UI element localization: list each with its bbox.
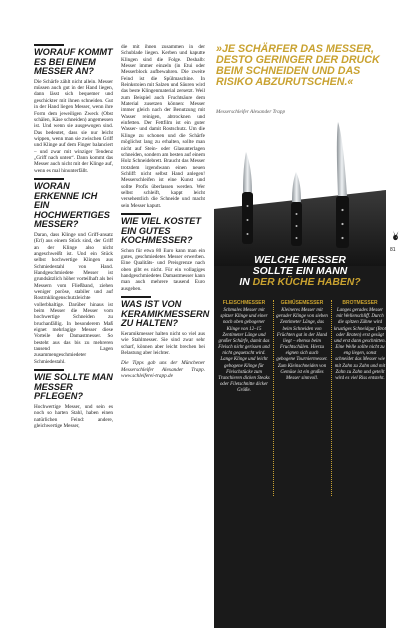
answer-paragraph: Hochwertige Messer, und sein es noch so harten Stahl, haben einen natürlichen Feind: andere, gleichwertige Messer,: [34, 403, 113, 429]
quote-author: Messerschleifer Alexander Trapp: [216, 109, 286, 115]
knife-type-heading: BROTMESSER: [342, 300, 378, 306]
knife-slicer-image: [336, 122, 349, 248]
answer-paragraph: die mit ihnen zusammen in der Schublade liegen. Kerben und kaputte Klingen sind die Folge. Deshalb: Messer immer einzeln (in Etui oder Messerblock aufbewahren. Die zweite Feind ist die Spülmaschine. In Reinkstoien mit Salzen und Säuren wird das beste Klingenmaterial zersetzt. Weil zum Beispiel auch Fruchtsäure dem Material zusetzen können: Messer immer gleich nach der Benutzung mit Wasser reinigen, abtrocknen und einfetten. Der Fettfilm ist ein guter Wasser- und damit Rostschutz. Um die Klinge zu schonen und die Schärfe möglichst lang zu erhalten, sollte man nicht auf Stein- oder Glasunterlagen schneiden, sondern am besten auf einem Holz Schneidebrett. Braucht das Messer trotzdem irgendwann einen neuen Schliff: nicht selbst Hand anlegen! Messerschleifen ist eine Kunst und sollte Profis überlassen werden. Wer selbst schleift, kappt leicht versehentlich die Schneide und macht sein Messer kaputt.: [121, 44, 205, 209]
knife-info-panel: [214, 228, 386, 628]
answer-paragraph: Schon für etwa 80 Euro kann man ein gutes, geschmiedetes Messer erwerben. Eine Qualitäts- und Preisgrenze nach oben gibt es nicht. Für ein vollagiges handgeschmiedetes Damastmesser kann man auch mehrere tausend Euro ausgeben.: [121, 247, 205, 292]
question-heading: WIE SOLLTE MAN MESSER PFLEGEN?: [34, 369, 113, 402]
source-credit: Die Tipps gab uns der Münchener Messerschleifer Alexander Trapp. www.schleiferei-trapp.de: [121, 360, 205, 379]
text-column-1: [34, 44, 113, 433]
knives-photo: [214, 114, 386, 266]
knife-type-text: Kleineres Messer mit gerader Klinge von sieben Zentimeter Länge, das beim Schneiden von Früchten gut in der Hand liegt – ebenso beim Fruchtschälen. Hierzu eignen sich auch gebogene Tourniermesser. Zum Kleinschneiden von Gemüse ist ein großes Messer sinnvoll.: [276, 308, 328, 381]
question-heading: WAS IST VON KERAMIKMESSERN ZU HALTEN?: [121, 296, 205, 329]
knife-paring-image: [291, 172, 302, 246]
question-heading: WORAN ERKENNE ICH EIN HOCHWERTIGES MESSER?: [34, 178, 113, 230]
answer-paragraph: Keramikmesser halten nicht so viel aus wie Stahlmesser. Sie sind zwar sehr scharf, können aber leicht brechen bei Belastung aber leichter.: [121, 330, 205, 356]
knife-type-text: Schmales Messer mit spitzer Klinge und einer nach oben gebogener Klinge von 12–15 Zentimeter Länge und großer Schärfe, damit das Fleisch nicht gerissen und nicht gequetscht wird. Lange Klinge und leicht gebogene Klinge für Fleischstücke zum Tranchieren dicken Steaks oder Filetschnitte dicker Größe.: [218, 308, 270, 394]
text-column-2: [121, 44, 210, 385]
column-divider: [273, 300, 274, 496]
page-number: 81: [390, 247, 396, 253]
knife-type-brotmesser: [334, 300, 386, 382]
column-divider: [331, 300, 332, 496]
answer-paragraph: Daran, dass Klinge und Griff-ansatz (Erl) aus einem Stück sind, der Griff an der Klinge also nicht angeschweißt ist. Und ein Stück selbst hochwertige Klingen aus Schmiedestahl von Hand. Handgeschmiedete Messer ist grundsätzlich höher vorteilhaft als bei Messern vom Fließband, ziehen weniger poröse, stabiler und auf Rostrnklingenschutzleichte vollerbhaltige. Darüber hinaus ist beim Messer die Messer vom hochwertige Schneiden zu bruchanfällig. In besonderem Maß eignet mehrlagige Messer diese Vorteile der Damastmesser. So besteht aus das bis zu mehreren tausend Lagen zusammengeschmiedeter Schmiedestahl.: [34, 231, 113, 365]
title-line-accent: DER KÜCHE HABEN?: [252, 277, 361, 288]
knife-type-heading: GEMÜSEMESSER: [280, 300, 324, 306]
knife-type-heading: FLEISCHMESSER: [222, 300, 266, 306]
knife-panel-title: [214, 255, 386, 288]
playboy-bunny-icon: [391, 230, 400, 243]
title-line: SOLLTE EIN MANN: [252, 266, 348, 277]
knife-type-text: Langes gerades Messer mit Wellenschliff. Durch die spitzen Zähne wird krustiges Schneidgut (Brot oder Braten) erst gesägt und erst dann geschnitten. Eine Welle sollte nicht zu eng liegen, sonst schneidet das Messer wie mit Zahn zu Zahn und mit Zahn zu Zahn und geteilt wird es viel Riss entsteht.: [334, 308, 386, 381]
question-heading: WORAUF KOMMT ES BEI EINEM MESSER AN?: [34, 44, 113, 77]
title-line-plain: IN: [239, 277, 253, 288]
title-line: [214, 277, 386, 288]
answer-paragraph: Die Schärfe zählt nicht allein. Messer müssen auch gut in der Hand liegen, dann lässt sich bequemer und geschickter mit ihnen schneiden. Gut in der Hand liegen Messer, wenn ihre Form dem jeweiligen Zweck (Obst schälen, Käse schneiden) angemessen ist. Und wenn sie ausgewogen sind. Das bedeutet, dass sie nur leicht wippen, wenn man sie zwischen Griff und Klinge auf dem Finger balanciert – und zwar mit winziger Tendenz „Griff nach unten“. Dann kommt das Messer auch nicht mit der Klinge auf, wenn es mal hinunterfällt.: [34, 78, 113, 174]
question-heading: WIE VIEL KOSTET EIN GUTES KOCHMESSER?: [121, 213, 205, 246]
knife-type-fleischmesser: [218, 300, 270, 394]
pull-quote: »JE SCHÄRFER DAS MESSER, DESTO GERINGER DER DRUCK BEIM SCHNEIDEN UND DAS RISIKO ABZURUTSCHEN.«: [216, 43, 380, 88]
knife-type-gemuesemesser: [276, 300, 328, 382]
knife-utility-image: [242, 152, 253, 244]
title-line: WELCHE MESSER: [254, 255, 346, 266]
